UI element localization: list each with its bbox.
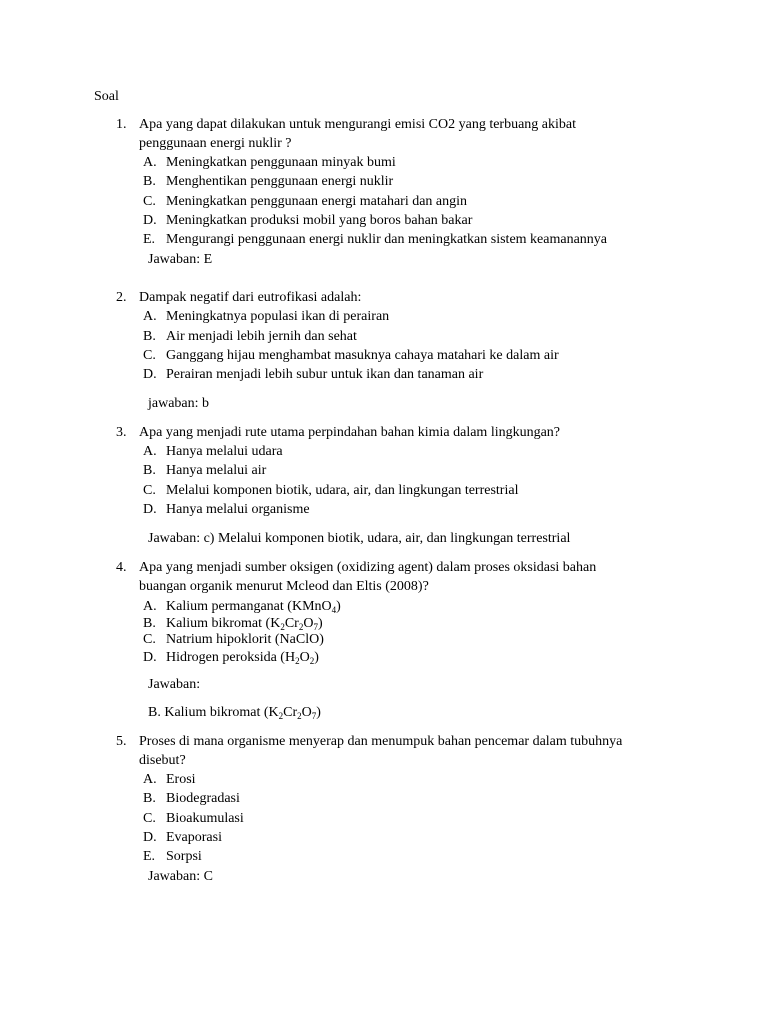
option-letter: C. [143,811,156,826]
answer-text: Jawaban: C [148,869,213,884]
option-text: Menghentikan penggunaan energi nuklir [166,174,394,189]
question-number: 4. [116,560,127,575]
option-letter: E. [143,232,156,247]
option-text: Hanya melalui organisme [166,502,310,517]
answer-text: jawaban: b [148,396,210,411]
option-letter: B. [143,791,156,806]
question-text: disebut? [139,753,186,768]
option-text: Melalui komponen biotik, udara, air, dan lingkungan terrestrial [166,483,519,498]
option-text: Perairan menjadi lebih subur untuk ikan dan tanaman air [166,367,484,382]
option-text: Erosi [166,772,196,787]
option-text: Meningkatnya populasi ikan di perairan [166,309,390,324]
option-text: Hanya melalui air [166,463,267,478]
question-number: 5. [116,734,127,749]
option-text: Evaporasi [166,830,222,845]
question-number: 1. [116,117,127,132]
answer-text: Jawaban: E [148,252,213,267]
option-letter: A. [143,599,157,614]
option-letter: B. [143,616,156,631]
answer-text: Jawaban: c) Melalui komponen biotik, udara, air, dan lingkungan terrestrial [148,531,571,546]
option-text: Air menjadi lebih jernih dan sehat [166,329,357,344]
option-text: Kalium permanganat (KMnO$_4$) [166,599,341,615]
question-text: Dampak negatif dari eutrofikasi adalah: [139,290,362,305]
question-text: penggunaan energi nuklir ? [139,136,292,151]
option-text: Kalium bikromat $(K_2Cr_2O_7)$ [166,616,323,632]
option-letter: D. [143,502,157,517]
question-number: 2. [116,290,127,305]
option-letter: B. [143,463,156,478]
question-text: Proses di mana organisme menyerap dan menumpuk bahan pencemar dalam tubuhnya [139,734,623,749]
option-text: Sorpsi [166,849,202,864]
option-letter: D. [143,367,157,382]
option-text: Meningkatkan produksi mobil yang boros bahan bakar [166,213,473,228]
option-letter: C. [143,483,156,498]
option-letter: B. [143,329,156,344]
option-letter: A. [143,309,157,324]
option-letter: A. [143,772,157,787]
document-title: Soal [94,89,119,104]
option-text: Meningkatkan penggunaan minyak bumi [166,155,396,170]
option-letter: B. [143,174,156,189]
option-letter: C. [143,348,156,363]
question-number: 3. [116,425,127,440]
option-text: Ganggang hijau menghambat masuknya cahaya matahari ke dalam air [166,348,559,363]
question-text: buangan organik menurut Mcleod dan Eltis (2008)? [139,579,429,594]
option-text: Biodegradasi [166,791,240,806]
answer-text: B. Kalium bikromat $(K_2Cr_2O_7)$ [148,705,321,721]
question-text: Apa yang menjadi rute utama perpindahan bahan kimia dalam lingkungan? [139,425,561,440]
answer-label: Jawaban: [148,677,201,692]
option-text: Hanya melalui udara [166,444,283,459]
option-letter: A. [143,444,157,459]
option-text: Hidrogen peroksida $(H_2O_2)$ [166,650,319,666]
option-text: Natrium hipoklorit (NaClO) [166,632,324,647]
option-letter: D. [143,650,157,665]
option-text: Bioakumulasi [166,811,244,826]
question-text: Apa yang dapat dilakukan untuk mengurangi emisi CO2 yang terbuang akibat [139,117,577,132]
option-letter: D. [143,830,157,845]
option-text: Mengurangi penggunaan energi nuklir dan meningkatkan sistem keamanannya [166,232,607,247]
option-letter: C. [143,632,156,647]
option-text: Meningkatkan penggunaan energi matahari dan angin [166,194,468,209]
option-letter: A. [143,155,157,170]
option-letter: D. [143,213,157,228]
question-text: Apa yang menjadi sumber oksigen (oxidizing agent) dalam proses oksidasi bahan [139,560,597,575]
option-letter: C. [143,194,156,209]
option-letter: E. [143,849,156,864]
